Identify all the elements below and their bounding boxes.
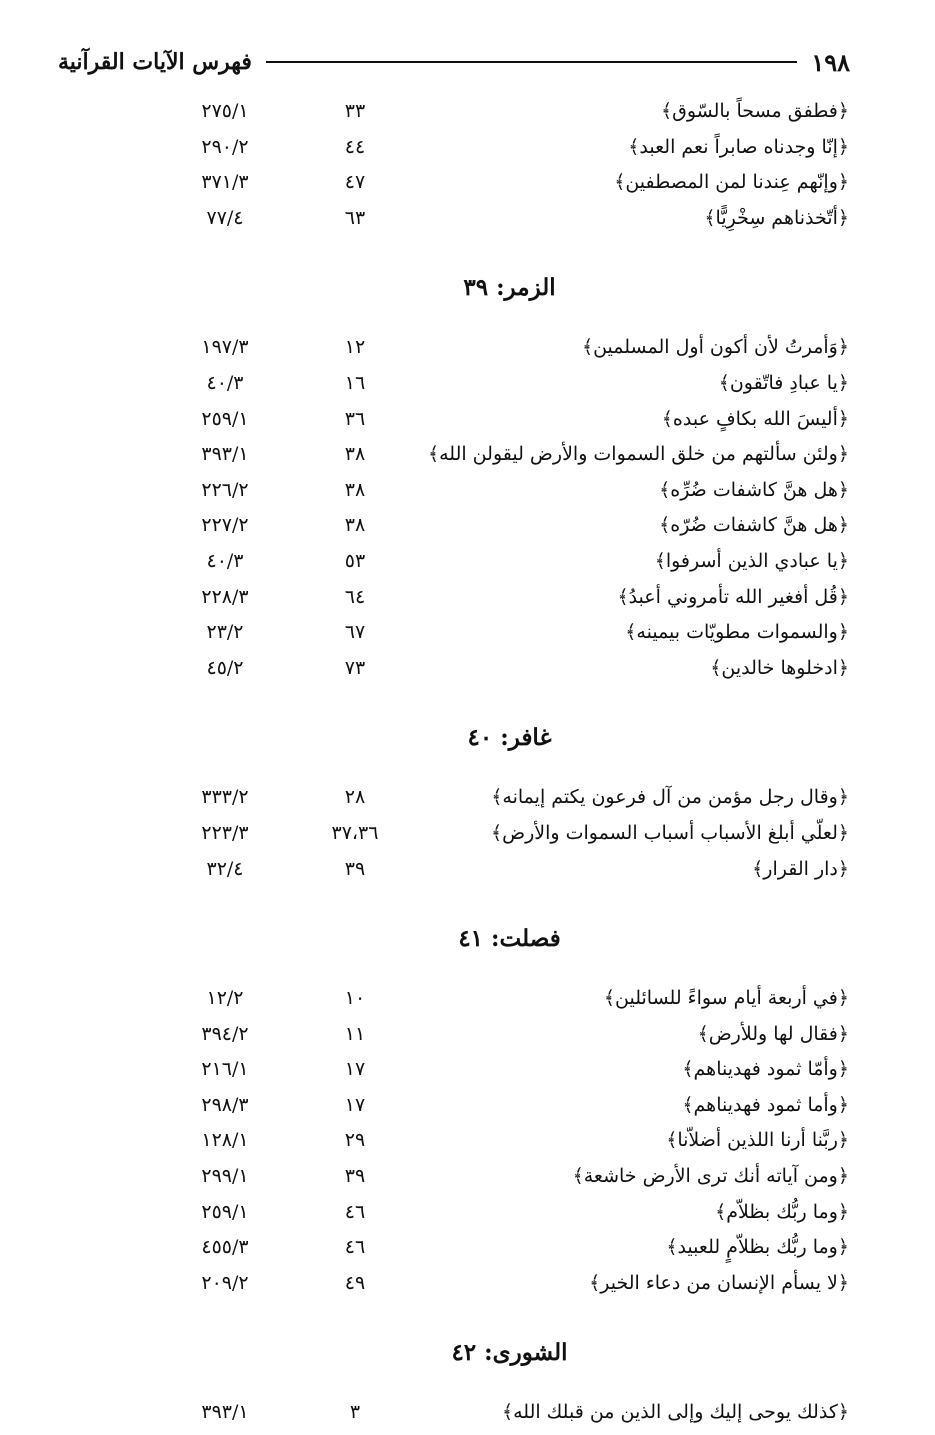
surah-heading: الزمر: ٣٩ bbox=[463, 273, 556, 301]
ayah-number: ١٠ bbox=[344, 987, 366, 1010]
ayah-number: ١٧ bbox=[344, 1093, 366, 1116]
index-entry bbox=[170, 784, 849, 820]
ayah-number: ٤٦ bbox=[344, 1200, 366, 1223]
verse-text: ﴿في أربعة أيام سواءً للسائلين﴾ bbox=[603, 987, 849, 1010]
index-entry bbox=[170, 1270, 849, 1306]
volume-page-ref: ٢٩٨/٣ bbox=[201, 1093, 249, 1116]
index-entry bbox=[170, 205, 849, 241]
index-entry bbox=[170, 820, 849, 856]
surah-heading: فصلت: ٤١ bbox=[458, 924, 561, 952]
ayah-number: ٤٤ bbox=[344, 135, 366, 158]
index-entry bbox=[170, 334, 849, 370]
volume-page-ref: ٢٢٧/٢ bbox=[201, 514, 249, 537]
volume-page-ref: ٤٠/٣ bbox=[206, 549, 244, 572]
verse-text: ﴿والسموات مطويّات بيمينه﴾ bbox=[625, 621, 849, 644]
index-entry bbox=[170, 477, 849, 513]
volume-page-ref: ٣٣٣/٢ bbox=[201, 786, 249, 809]
volume-page-ref: ٢٩٩/١ bbox=[201, 1165, 249, 1188]
index-entry bbox=[170, 134, 849, 170]
volume-page-ref: ٣٢/٤ bbox=[206, 857, 244, 880]
ayah-number: ٣٦ bbox=[344, 407, 366, 430]
ayah-number: ٣٩ bbox=[344, 857, 366, 880]
ayah-number: ٦٤ bbox=[344, 585, 366, 608]
verse-text: ﴿ولئن سألتهم من خلق السموات والأرض ليقولن الله﴾ bbox=[427, 443, 849, 466]
volume-page-ref: ١٢/٢ bbox=[206, 987, 244, 1010]
volume-page-ref: ٢٢٣/٣ bbox=[201, 821, 249, 844]
verse-text: ﴿كذلك يوحى إليك وإلى الذين من قبلك الله﴾ bbox=[501, 1401, 849, 1424]
ayah-number: ٢٩ bbox=[344, 1129, 366, 1152]
ayah-number: ١٧ bbox=[344, 1058, 366, 1081]
index-entry bbox=[170, 441, 849, 477]
ayah-number: ٢٨ bbox=[344, 786, 366, 809]
surah-heading: غافر: ٤٠ bbox=[467, 723, 552, 751]
volume-page-ref: ٢٧٥/١ bbox=[201, 100, 249, 122]
ayah-number: ٣٧،٣٦ bbox=[331, 821, 379, 844]
ayah-number: ٤٧ bbox=[344, 171, 366, 194]
ayah-number: ٣ bbox=[349, 1401, 361, 1424]
index-entry bbox=[170, 548, 849, 584]
index-entry bbox=[170, 512, 849, 548]
running-title: فهرس الآيات القرآنية bbox=[58, 49, 252, 75]
volume-page-ref: ٣٩٤/٢ bbox=[201, 1022, 249, 1045]
ayah-number: ٦٣ bbox=[344, 206, 366, 229]
verse-text: ﴿فقال لها وللأرض﴾ bbox=[697, 1022, 849, 1045]
index-entry bbox=[170, 169, 849, 205]
ayah-number: ١١ bbox=[344, 1022, 366, 1045]
index-entry bbox=[170, 1399, 849, 1435]
verse-text: ﴿وأما ثمود فهديناهم﴾ bbox=[682, 1093, 849, 1116]
ayah-number: ٤٩ bbox=[344, 1271, 366, 1294]
ayah-number: ٣٨ bbox=[344, 443, 366, 466]
verse-text: ﴿وأمّا ثمود فهديناهم﴾ bbox=[682, 1058, 849, 1081]
verse-text: ﴿إنّا وجدناه صابراً نعم العبد﴾ bbox=[628, 135, 849, 158]
index-entry bbox=[170, 1021, 849, 1057]
ayah-number: ١٢ bbox=[344, 336, 366, 359]
ayah-number: ٤٦ bbox=[344, 1236, 366, 1259]
verse-text: ﴿وَأمرتُ لأن أكون أول المسلمين﴾ bbox=[581, 336, 849, 359]
verse-text: ﴿فطفق مسحاً بالسّوق﴾ bbox=[660, 100, 849, 122]
volume-page-ref: ٤٥/٢ bbox=[206, 656, 244, 679]
volume-page-ref: ١٩٧/٣ bbox=[201, 336, 249, 359]
index-entry bbox=[170, 98, 849, 134]
verse-text: ﴿أليسَ الله بكافٍ عبده﴾ bbox=[661, 407, 849, 430]
ayah-number: ٣٩ bbox=[344, 1165, 366, 1188]
volume-page-ref: ٤٥٥/٣ bbox=[201, 1236, 249, 1259]
ayah-number: ٧٣ bbox=[344, 656, 366, 679]
volume-page-ref: ٣٩٣/١ bbox=[201, 1401, 249, 1424]
verse-text: ﴿يا عبادِ فاتّقون﴾ bbox=[718, 371, 849, 394]
index-entry bbox=[170, 1056, 849, 1092]
volume-page-ref: ١٢٨/١ bbox=[201, 1129, 249, 1152]
volume-page-ref: ٢٥٩/١ bbox=[201, 407, 249, 430]
index-entry bbox=[170, 985, 849, 1021]
verse-text: ﴿ومن آياته أنك ترى الأرض خاشعة﴾ bbox=[572, 1165, 849, 1188]
index-entry bbox=[170, 1163, 849, 1199]
index-entry bbox=[170, 1092, 849, 1128]
verse-text: ﴿وما ربُّك بظلاّم﴾ bbox=[715, 1200, 849, 1223]
verse-text: ﴿أتّخذناهم سِخْرِيًّا﴾ bbox=[704, 206, 849, 229]
index-entry bbox=[170, 1199, 849, 1235]
ayah-number: ٥٣ bbox=[344, 549, 366, 572]
verse-text: ﴿لعلّي أبلغ الأسباب أسباب السموات والأرض﴾ bbox=[491, 821, 849, 844]
verse-text: ﴿لا يسأم الإنسان من دعاء الخير﴾ bbox=[589, 1271, 849, 1294]
surah-heading: الشورى: ٤٢ bbox=[451, 1338, 568, 1366]
volume-page-ref: ٣٩٣/١ bbox=[201, 443, 249, 466]
index-entry bbox=[170, 1234, 849, 1270]
verse-text: ﴿وقال رجل مؤمن من آل فرعون يكتم إيمانه﴾ bbox=[491, 786, 849, 809]
page-number: ١٩٨ bbox=[811, 47, 850, 77]
volume-page-ref: ٢١٦/١ bbox=[201, 1058, 249, 1081]
volume-page-ref: ٢٥٩/١ bbox=[201, 1200, 249, 1223]
verse-text: ﴿وإنّهم عِندنا لمن المصطفين﴾ bbox=[614, 171, 849, 194]
index-entry bbox=[170, 1127, 849, 1163]
header-rule bbox=[266, 61, 797, 63]
verse-text: ﴿يا عبادي الذين أسرفوا﴾ bbox=[654, 549, 849, 572]
index-entry bbox=[170, 856, 849, 892]
index-entry bbox=[170, 619, 849, 655]
index-entry bbox=[170, 655, 849, 691]
verse-text: ﴿ربَّنا أرنا اللذين أضلاّنا﴾ bbox=[666, 1129, 849, 1152]
ayah-number: ٣٨ bbox=[344, 514, 366, 537]
index-entry bbox=[170, 370, 849, 406]
verse-text: ﴿ادخلوها خالدين﴾ bbox=[710, 656, 849, 679]
ayah-number: ٣٨ bbox=[344, 478, 366, 501]
index-entry bbox=[170, 406, 849, 442]
volume-page-ref: ٤٠/٣ bbox=[206, 371, 244, 394]
volume-page-ref: ٢٠٩/٢ bbox=[201, 1271, 249, 1294]
verse-text: ﴿هل هنَّ كاشفات ضُرِّه﴾ bbox=[659, 478, 849, 501]
verse-text: ﴿دار القرار﴾ bbox=[752, 857, 849, 880]
verse-index bbox=[170, 98, 849, 1435]
ayah-number: ٣٣ bbox=[344, 100, 366, 122]
volume-page-ref: ٢٢٦/٢ bbox=[201, 478, 249, 501]
verse-text: ﴿قُل أفغير الله تأمروني أعبدُ﴾ bbox=[617, 585, 849, 608]
volume-page-ref: ٢٣/٢ bbox=[206, 621, 244, 644]
ayah-number: ٦٧ bbox=[344, 621, 366, 644]
verse-text: ﴿هل هنَّ كاشفات ضُرّه﴾ bbox=[659, 514, 849, 537]
page-header bbox=[58, 44, 850, 80]
volume-page-ref: ٧٧/٤ bbox=[206, 206, 244, 229]
volume-page-ref: ٢٩٠/٢ bbox=[201, 135, 249, 158]
volume-page-ref: ٢٢٨/٣ bbox=[201, 585, 249, 608]
ayah-number: ١٦ bbox=[344, 371, 366, 394]
volume-page-ref: ٣٧١/٣ bbox=[201, 171, 249, 194]
verse-text: ﴿وما ربُّك بظلاّمٍ للعبيد﴾ bbox=[666, 1236, 849, 1259]
index-entry bbox=[170, 584, 849, 620]
